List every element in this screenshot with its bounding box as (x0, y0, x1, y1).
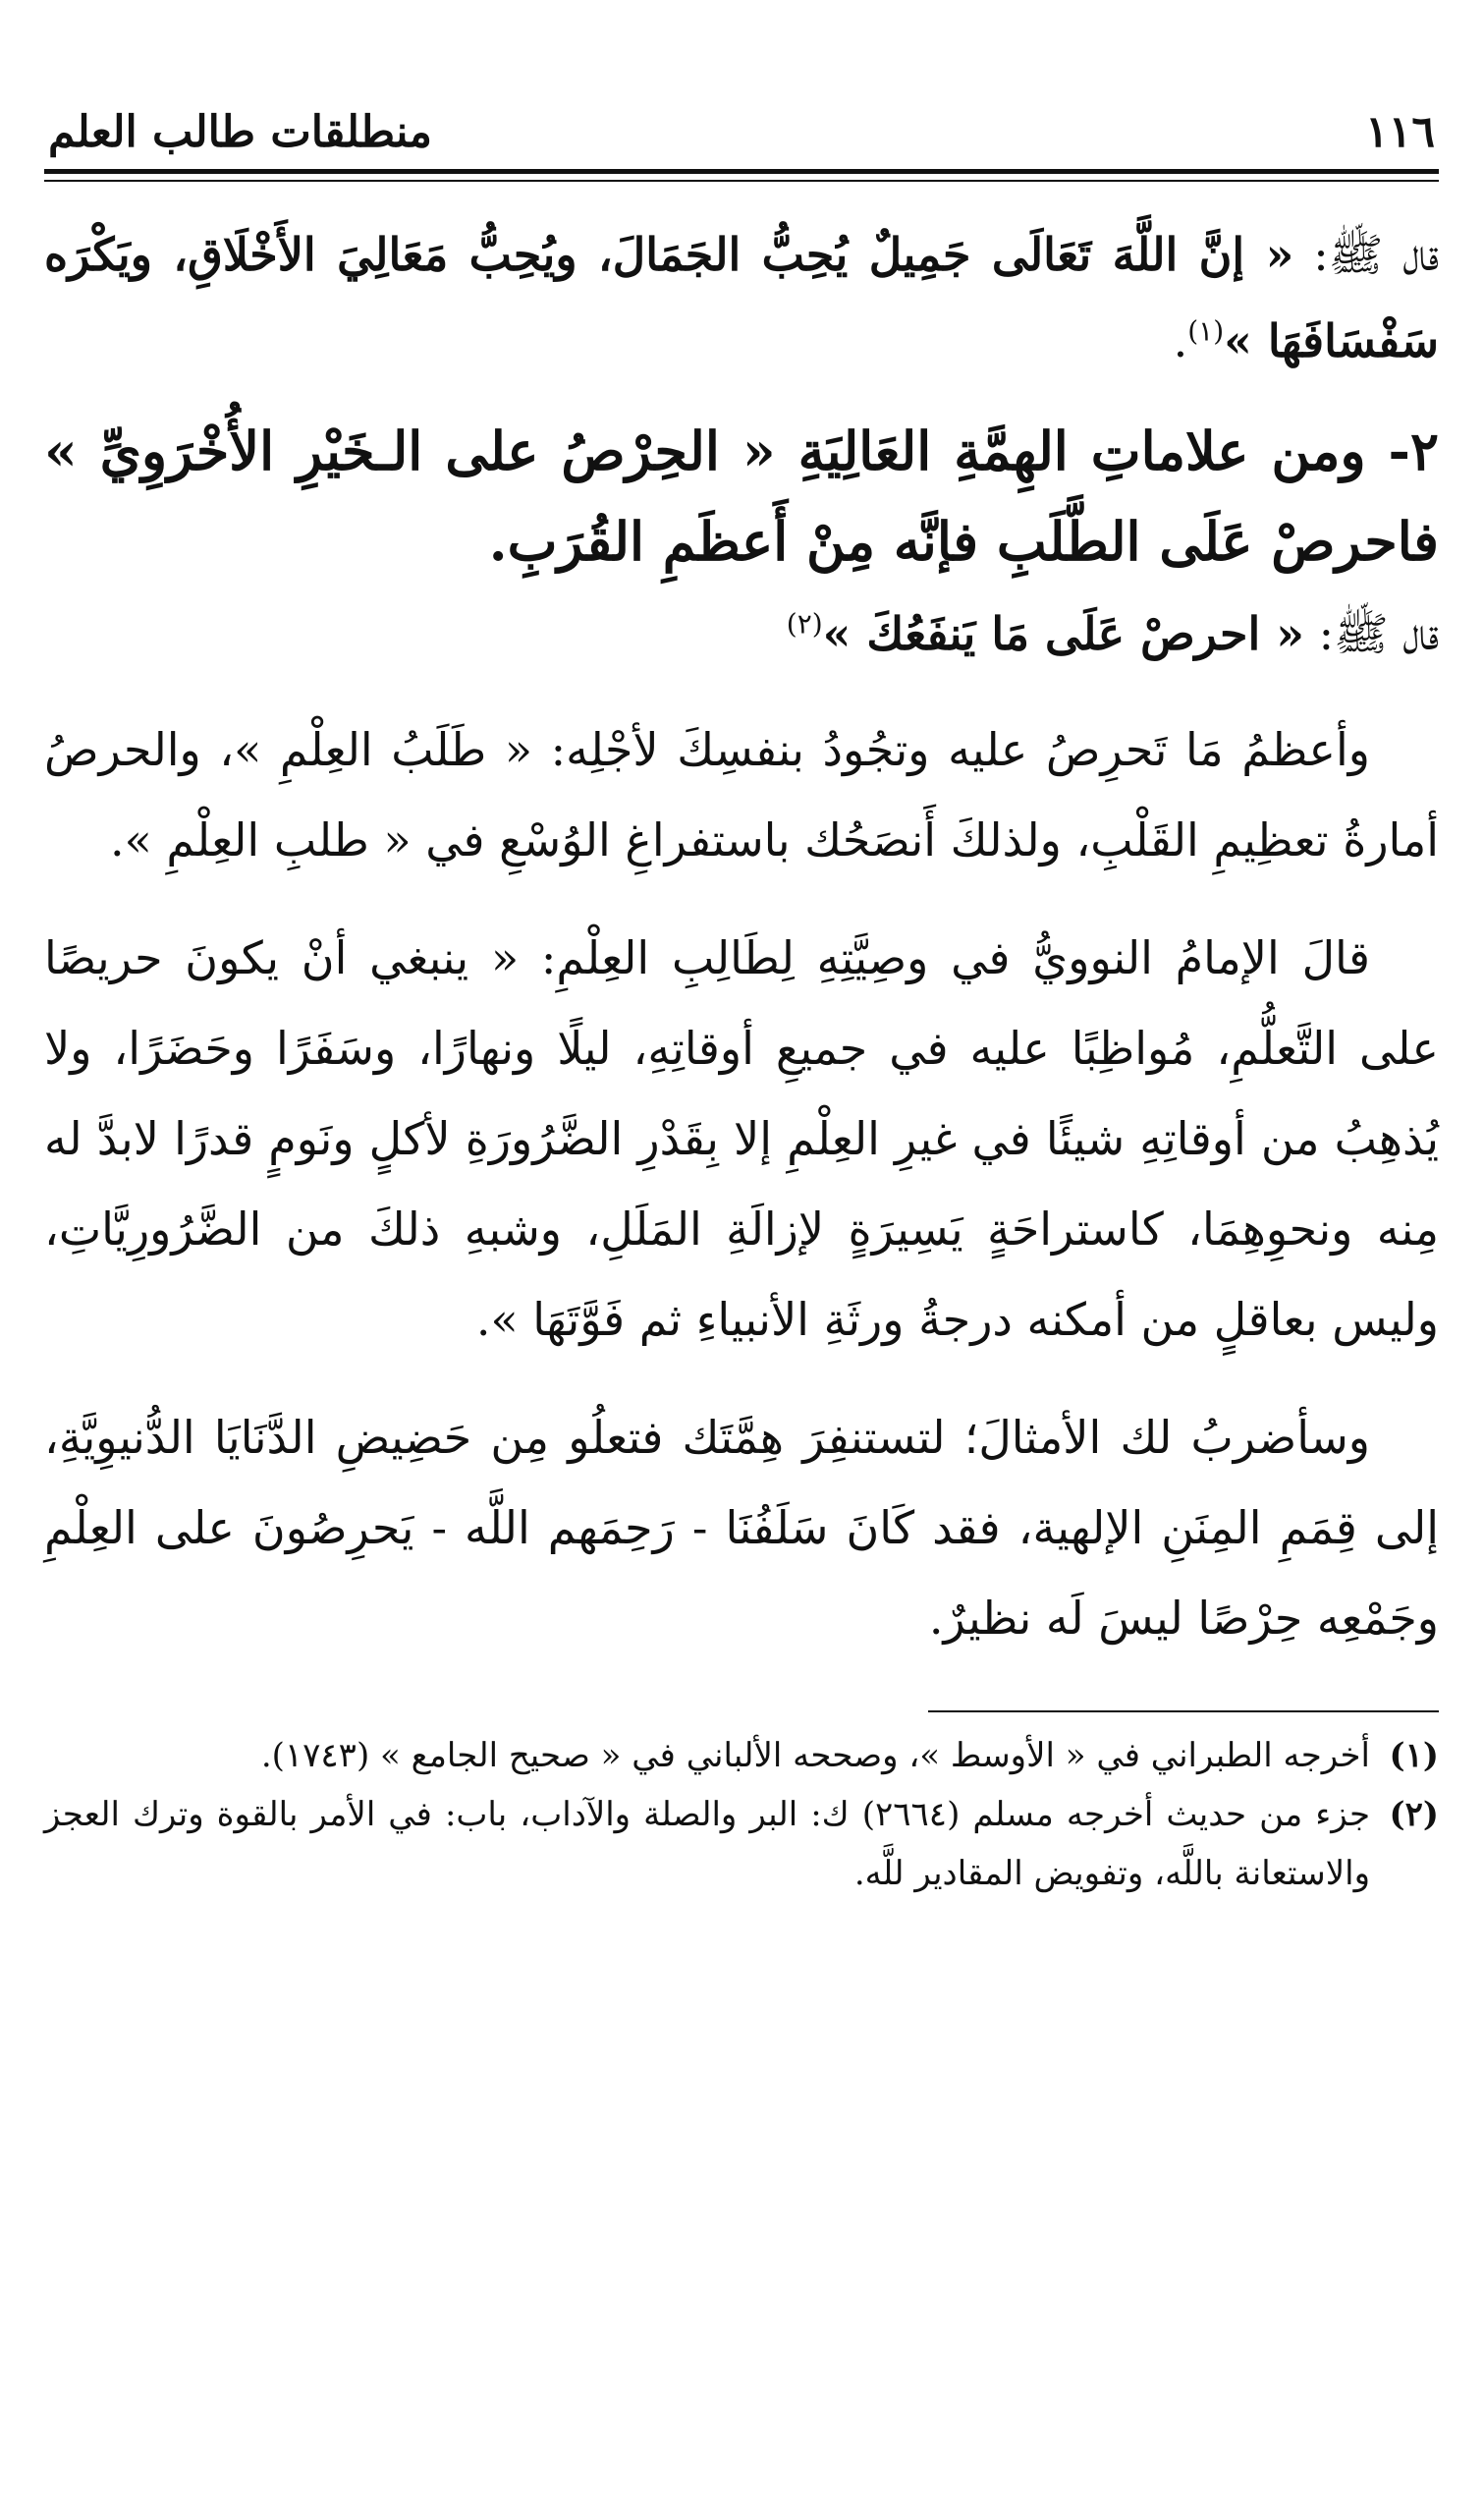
footnote-2 (44, 1785, 1439, 1903)
footnote-text: أخرجه الطبراني في « الأوسط »، وصححه الألباني في « صحيح الجامع » (١٧٤٣). (260, 1736, 1370, 1775)
sentence-end: . (1173, 314, 1188, 367)
body-paragraph-1: وأعظمُ مَا تَحرِصُ عليه وتجُودُ بنفسِكَ لأجْلِه: « طَلَبُ العِلْمِ »، والحرصُ أمارةُ تعظِيمِ القَلْبِ، ولذلكَ أَنصَحُك باستفراغِ الوُسْعِ في « طلبِ العِلْمِ ». (44, 723, 1439, 867)
body-paragraph-3: وسأضربُ لك الأمثالَ؛ لتستنفِرَ هِمَّتَك فتعلُو مِن حَضِيضِ الدَّنَايَا الدُّنيوِيَّةِ، إلى قِمَمِ المِنَنِ الإلهية، فقد كَانَ سَلَفُنَا - رَحِمَهم اللَّه - يَحرِصُونَ على العِلْمِ وجَمْعِه حِرْصًا ليسَ لَه نظيرٌ. (44, 1411, 1439, 1645)
footnote-ref-1[interactable]: (١) (1187, 314, 1225, 348)
hadith-paragraph-2 (44, 590, 1439, 677)
footnote-number: (٢) (1389, 1795, 1439, 1834)
page-body (44, 211, 1439, 1903)
hadith-text: « احرصْ عَلَى مَا يَنفَعُكَ » (822, 607, 1305, 660)
footnote-text: جزء من حديث أخرجه مسلم (٢٦٦٤) ك: البر والصلة والآداب، باب: في الأمر بالقوة وترك العجز والاستعانة باللَّه، وتفويض المقادير للَّه. (44, 1795, 1370, 1893)
hadith-paragraph-1 (44, 211, 1439, 384)
running-header (44, 79, 1439, 163)
footnotes (44, 1726, 1439, 1903)
header-rule-thick (44, 169, 1439, 174)
footnote-number: (١) (1389, 1736, 1439, 1775)
hadith-text: « إنَّ اللَّهَ تَعَالَى جَمِيلٌ يُحِبُّ الجَمَالَ، ويُحِبُّ مَعَالِيَ الأَخْلَاقِ، ويَكْرَه سَفْسَافَهَا » (44, 228, 1439, 367)
header-rule-thin (44, 180, 1439, 182)
numbered-point-2: ٢- ومن علاماتِ الهِمَّةِ العَالِيَةِ « الحِرْصُ على الـخَيْرِ الأُخْرَوِيِّ » فاحرصْ عَلَى الطَّلَبِ فإنَّه مِنْ أَعظَمِ القُرَبِ. (44, 419, 1439, 573)
footnote-ref-2[interactable]: (٢) (786, 607, 823, 641)
footnote-1 (44, 1726, 1439, 1785)
book-page (44, 79, 1439, 1903)
page-number: ١١٦ (1365, 107, 1435, 157)
footnote-separator (928, 1710, 1439, 1712)
running-title: منطلقات طالب العلم (48, 107, 432, 157)
hadith-intro: قال ﷺ: (1293, 228, 1439, 281)
hadith-intro: قال ﷺ: (1304, 607, 1439, 660)
body-paragraph-2: قالَ الإمامُ النوويُّ في وصِيَّتِهِ لِطَالِبِ العِلْمِ: « ينبغي أنْ يكونَ حريصًا على التَّعلُّمِ، مُواظِبًا عليه في جميعِ أوقاتِهِ، ليلًا ونهارًا، وسَفَرًا وحَضَرًا، ولا يُذهِبُ من أوقاتِهِ شيئًا في غيرِ العِلْمِ إلا بِقَدْرِ الضَّرُورَةِ لأكلٍ ونَومٍ قدرًا لابدَّ له مِنه ونحوِهِمَا، كاستراحَةٍ يَسِيرَةٍ لإزالَةِ المَلَلِ، وشبهِ ذلكَ من الضَّرُورِيَّاتِ، وليس بعاقلٍ من أمكنه درجةُ ورثَةِ الأنبياءِ ثم فَوَّتَهَا ». (44, 931, 1439, 1346)
